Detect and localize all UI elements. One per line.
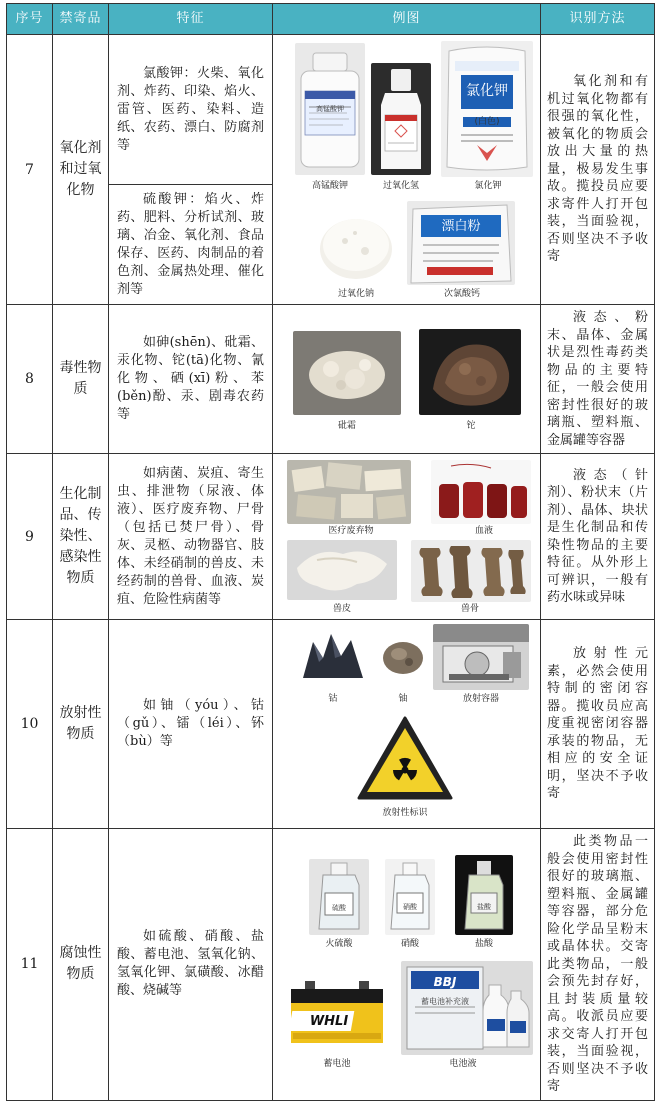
header-method: 识别方法 (541, 4, 655, 35)
caption: 氯化钾 (474, 181, 502, 191)
caption: 过氧化氢 (382, 181, 419, 191)
feature-text: 如铀（yóu）、钴（gǔ）、镭（léi）、钚（bù）等 (117, 698, 264, 749)
caption: 钴 (328, 694, 338, 704)
caption: 砒霜 (337, 421, 356, 431)
caption: 火硫酸 (325, 939, 353, 950)
row-num: 7 (7, 35, 53, 305)
caption: 血液 (474, 526, 493, 536)
table-row (7, 454, 655, 620)
caption: 放射容器 (462, 694, 499, 704)
bottle-label: 盐酸 (477, 903, 491, 912)
row-num: 8 (7, 305, 53, 454)
sulfuric-acid-photo (309, 859, 369, 935)
method-text: 液态、粉末、晶体、金属状是烈性毒药类物品的主要特征，一般会使用密封性很好的玻璃瓶、塑料瓶、金属罐等容器 (547, 310, 648, 448)
header-category: 禁寄品 (53, 4, 109, 35)
caption: 硝酸 (400, 939, 419, 950)
bbj-brand: BBJ (433, 975, 457, 990)
row-num: 9 (7, 454, 53, 620)
header-row (7, 4, 655, 35)
feature-text: 硫酸钾：焰火、炸药、肥料、分析试剂、玻璃、冶金、氧化剂、食品保存、医药、肉制品的着色剂、金属热处理、催化剂等 (117, 191, 264, 297)
row-method (541, 35, 655, 305)
feature-text: 如砷(shēn)、砒霜、汞化物、铊(tā)化物、氰化物、硒(xī)粉、苯(běn)酚、汞、剧毒农药等 (117, 335, 264, 422)
animal-hide-photo (287, 540, 397, 600)
table-row (7, 305, 655, 454)
bleach-photo (407, 201, 515, 285)
kmno4-label: 高锰酸钾 (316, 105, 344, 113)
uranium-photo (381, 634, 425, 678)
row-feature (109, 305, 273, 454)
caption: 高锰酸钾 (311, 181, 348, 191)
header-num: 序号 (7, 4, 53, 35)
row-method (541, 305, 655, 454)
thallium-photo (419, 329, 521, 415)
radiation-sign-icon (355, 714, 455, 802)
kcl-brand: 氯化钾 (466, 83, 508, 99)
na2o2-photo (315, 205, 397, 283)
battery-fluid-photo (401, 961, 533, 1055)
row-images (273, 35, 541, 305)
method-text: 放射性元素，必然会使用特制的密闭容器。揽收员应高度重视密闭容器承装的物品，无相应的安全证明，坚决不予收寄 (547, 646, 648, 802)
row-category: 放射性物质 (53, 620, 109, 829)
animal-bone-photo (411, 540, 531, 602)
caption: 兽骨 (460, 604, 479, 614)
kcl-photo (441, 41, 533, 177)
arsenic-photo (293, 331, 401, 415)
h2o2-photo (371, 63, 431, 175)
table-row (7, 35, 655, 185)
row-images (273, 305, 541, 454)
row-feature (109, 185, 273, 305)
hydrochloric-acid-photo (455, 855, 513, 935)
row-num: 10 (7, 620, 53, 829)
row-category: 生化制品、传染性、感染性物质 (53, 454, 109, 620)
kcl-sub: (白色) (474, 117, 500, 127)
caption: 次氯酸钙 (443, 289, 480, 299)
row-images (273, 454, 541, 620)
caption: 盐酸 (474, 939, 493, 950)
bottle-label: 硝酸 (403, 903, 417, 912)
row-method (541, 620, 655, 829)
row-feature (109, 620, 273, 829)
row-feature (109, 829, 273, 1101)
row-images (273, 829, 541, 1101)
table-row (7, 829, 655, 1101)
row-category: 毒性物质 (53, 305, 109, 454)
prohibited-items-table (6, 3, 655, 1101)
row-method (541, 829, 655, 1101)
row-num: 11 (7, 829, 53, 1101)
battery-brand: WHLI (309, 1014, 349, 1030)
caption: 电池液 (449, 1059, 477, 1070)
feature-text: 氯酸钾：火柴、氧化剂、炸药、印染、焰火、雷管、医药、染料、造纸、农药、漂白、防腐剂等 (117, 65, 264, 153)
blood-photo (431, 460, 531, 524)
caption: 过氧化钠 (337, 289, 374, 299)
row-images (273, 620, 541, 829)
radiation-container-photo (433, 624, 529, 690)
caption: 医疗废弃物 (328, 526, 374, 536)
method-text: 此类物品一般会使用密封性很好的玻璃瓶、塑料瓶、金属罐等容器，部分危险化学品呈粉末或晶体状。交寄此类物品，一般会预先封存好，且封装质量较高。收派员应要求交寄人打开包装，当面验视，否则坚决不予收寄 (547, 834, 648, 1094)
row-feature (109, 35, 273, 185)
feature-text: 如硫酸、硝酸、盐酸、蓄电池、氢氧化钠、氢氧化钾、氯磺酸、冰醋酸、烧碱等 (117, 929, 264, 999)
feature-text: 如病菌、炭疽、寄生虫、排泄物（尿液、体液）、医疗废弃物、尸骨（包括已焚尸骨）、骨灰、灵柩、动物器官、肢体、未经硝制的兽皮、未经药制的兽骨、血液、炭疽、危险性病菌等 (117, 465, 264, 607)
cobalt-photo (295, 628, 371, 686)
kmno4-photo (295, 43, 365, 175)
caption: 蓄电池 (323, 1059, 351, 1070)
method-text: 液态（针剂）、粉状末（片剂）、晶体、块状是生化制品和传染性物品的主要特征。从外形上可辨识，一般有药水味或异味 (547, 467, 648, 605)
table-row (7, 620, 655, 829)
header-feature: 特征 (109, 4, 273, 35)
bottle-label: 硫酸 (332, 904, 346, 913)
row-feature (109, 454, 273, 620)
method-text: 氧化剂和有机过氧化物都有很强的氧化性，被氧化的物质会放出大量的热量，极易发生事故。揽投员应要求寄件人打开包装，当面验视，否则坚决不予收寄 (547, 74, 648, 265)
caption: 铊 (466, 421, 476, 431)
bbj-text: 蓄电池补充液 (421, 997, 469, 1007)
bleach-brand: 漂白粉 (441, 219, 481, 234)
battery-photo (285, 973, 389, 1051)
caption: 兽皮 (332, 604, 351, 614)
row-method (541, 454, 655, 620)
medical-waste-photo (287, 460, 411, 524)
caption: 铀 (398, 694, 408, 704)
nitric-acid-photo (385, 859, 435, 935)
row-category: 氧化剂和过氧化物 (53, 35, 109, 305)
caption: 放射性标识 (382, 808, 428, 818)
header-example: 例图 (273, 4, 541, 35)
row-category: 腐蚀性物质 (53, 829, 109, 1101)
